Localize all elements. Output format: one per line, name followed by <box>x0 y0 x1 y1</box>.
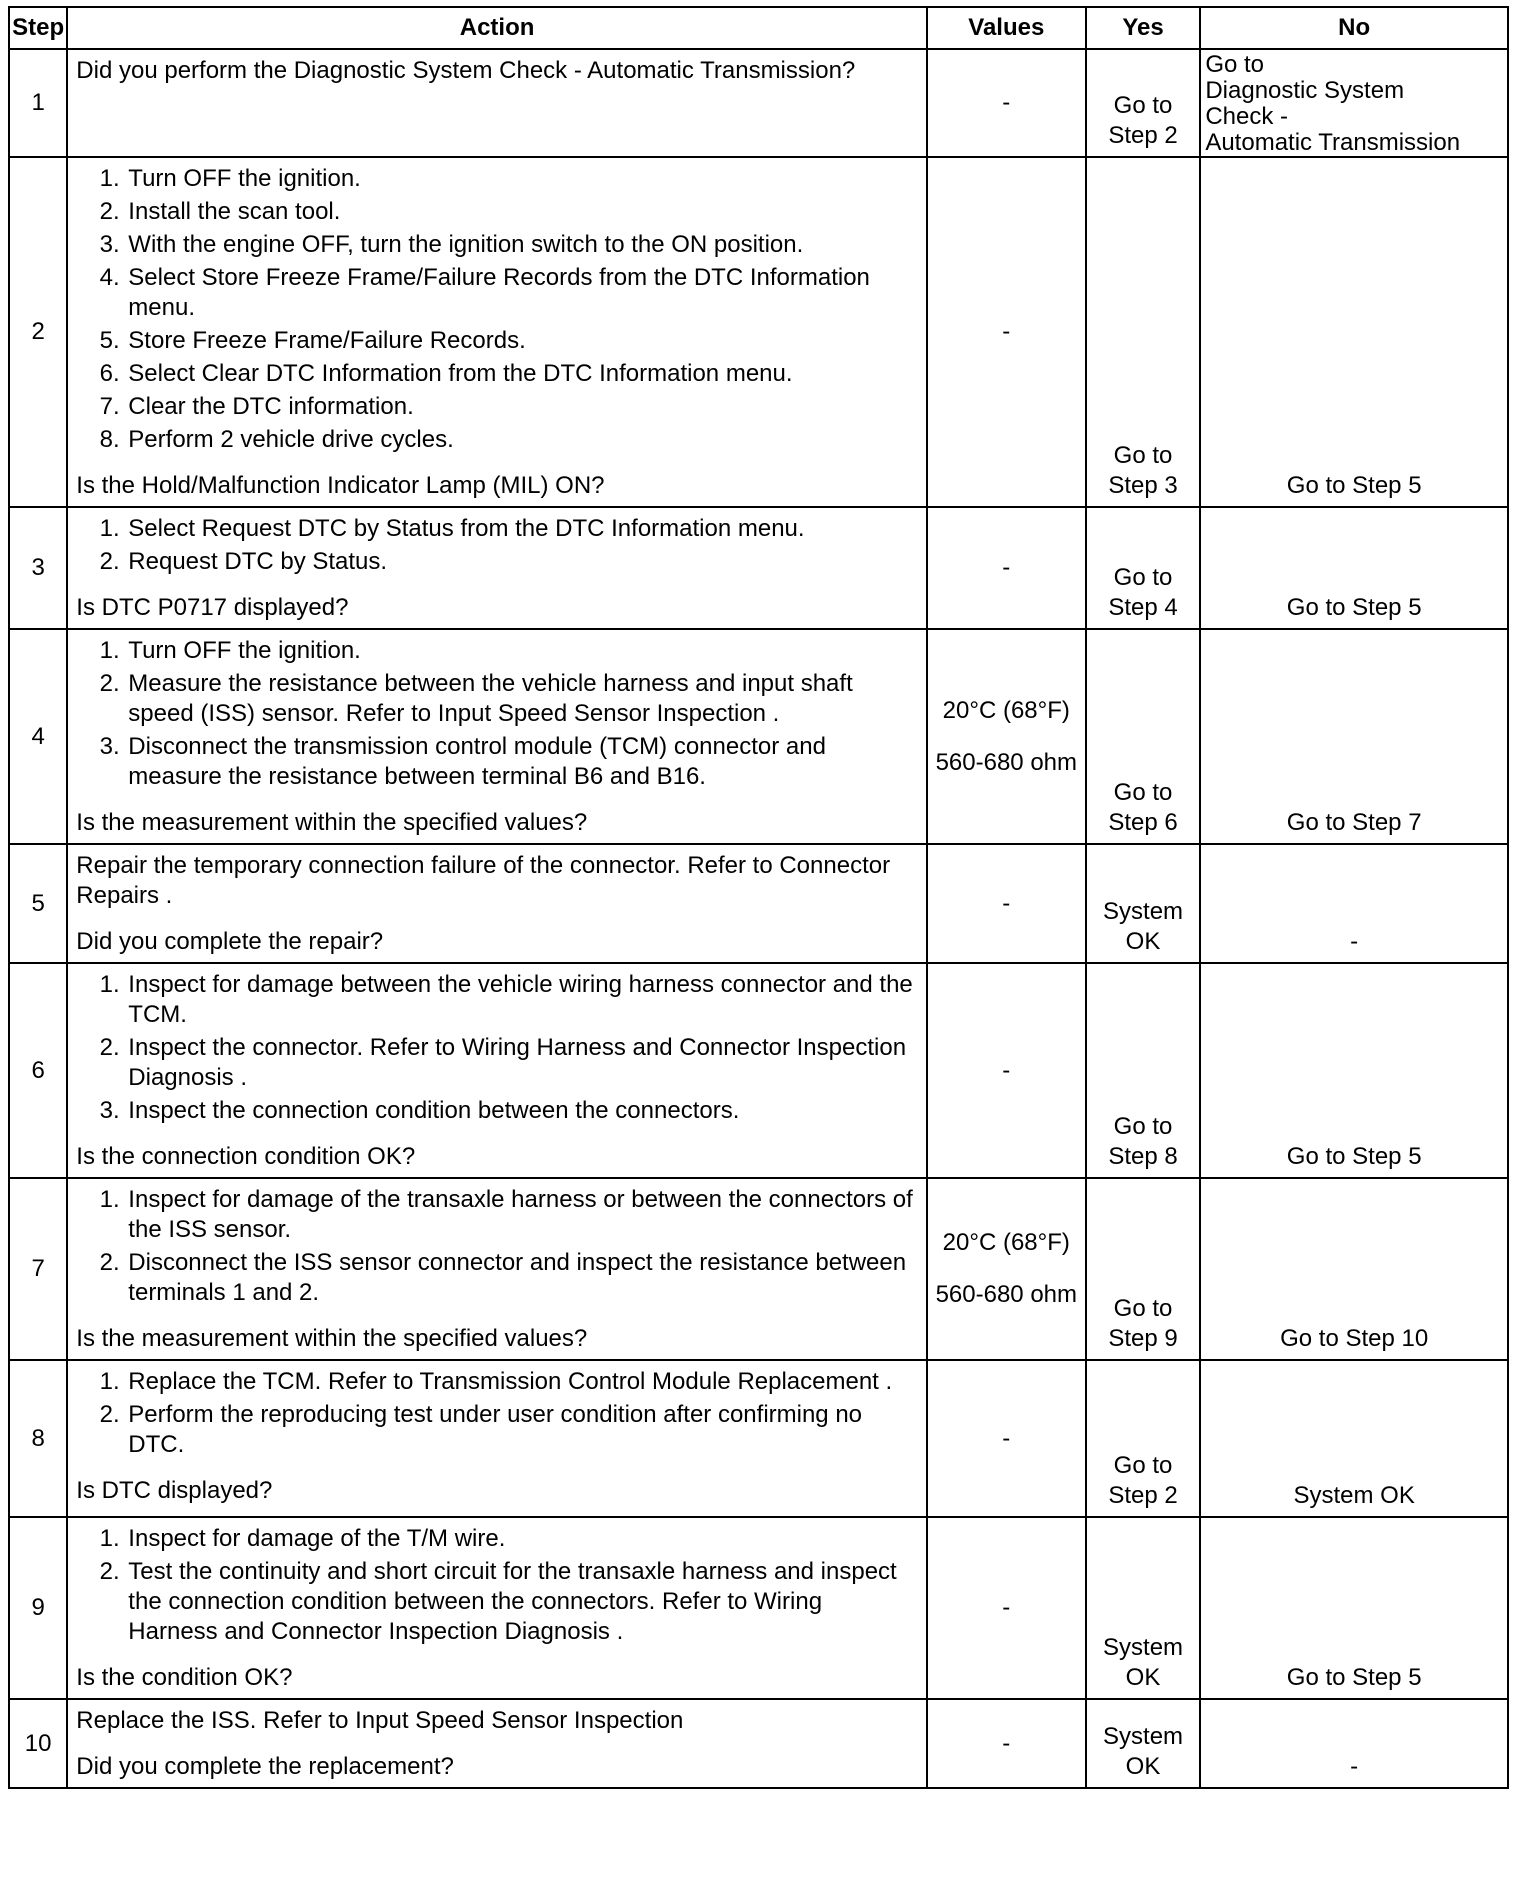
value-text: - <box>1002 1424 1011 1452</box>
action-step-item: 5. Store Freeze Frame/Failure Records. <box>126 326 918 356</box>
step-number: 6 <box>9 963 67 1178</box>
no-text: Go to Step 10 <box>1280 1325 1429 1352</box>
value-text: - <box>1002 318 1011 345</box>
step-number: 5 <box>9 844 67 963</box>
action-question: Is the condition OK? <box>76 1664 293 1691</box>
value-text: - <box>1002 889 1011 917</box>
action-cell <box>67 629 927 844</box>
yes-text: Go to <box>1113 442 1173 469</box>
header-no: No <box>1200 7 1508 49</box>
yes-cell <box>1086 1360 1201 1517</box>
table-row <box>9 507 1508 629</box>
action-steps-list <box>76 636 918 792</box>
no-cell <box>1200 1699 1508 1788</box>
action-steps-list <box>76 1185 918 1308</box>
step-number: 1 <box>9 49 67 157</box>
values-cell <box>927 629 1086 844</box>
no-cell <box>1200 507 1508 629</box>
no-text: - <box>1350 928 1359 955</box>
action-step-item: 1. Turn OFF the ignition. <box>126 164 918 194</box>
action-question: Is DTC displayed? <box>76 1477 273 1504</box>
action-step-item: 6. Select Clear DTC Information from the DTC Information menu. <box>126 359 918 389</box>
table-row <box>9 844 1508 963</box>
yes-cell <box>1086 844 1201 963</box>
action-steps-list <box>76 1524 918 1647</box>
action-question: Is the measurement within the specified values? <box>76 809 588 836</box>
values-cell <box>927 1517 1086 1699</box>
table-row <box>9 1517 1508 1699</box>
table-row <box>9 1360 1508 1517</box>
value-text: 20°C (68°F) <box>942 1229 1070 1256</box>
action-step-item: 3. With the engine OFF, turn the ignition switch to the ON position. <box>126 230 918 260</box>
values-cell <box>927 1360 1086 1517</box>
action-cell <box>67 157 927 507</box>
no-cell <box>1200 49 1508 157</box>
no-text: - <box>1350 1753 1359 1780</box>
action-step-item: 1. Inspect for damage of the transaxle harness or between the connectors of the ISS sensor. <box>126 1185 918 1245</box>
action-question: Did you complete the repair? <box>76 928 384 955</box>
action-question: Is the measurement within the specified values? <box>76 1325 588 1352</box>
yes-cell <box>1086 1517 1201 1699</box>
action-steps-list <box>76 1367 918 1460</box>
step-number: 2 <box>9 157 67 507</box>
action-step-item: 7. Clear the DTC information. <box>126 392 918 422</box>
action-step-item: 1. Turn OFF the ignition. <box>126 636 918 666</box>
action-steps-list <box>76 514 918 577</box>
no-text: Diagnostic System <box>1205 77 1405 104</box>
value-text: - <box>1002 554 1011 581</box>
yes-text: OK <box>1125 928 1161 955</box>
action-steps-list <box>76 164 918 455</box>
no-cell <box>1200 1517 1508 1699</box>
no-cell <box>1200 1178 1508 1360</box>
action-step-item: 2. Inspect the connector. Refer to Wiring Harness and Connector Inspection Diagnosis . <box>126 1033 918 1093</box>
diagnostic-table <box>8 6 1509 1789</box>
yes-text: System <box>1103 898 1184 925</box>
yes-text: Go to <box>1113 92 1173 119</box>
action-step-item: 2. Disconnect the ISS sensor connector and inspect the resistance between terminals 1 and 2. <box>126 1248 918 1308</box>
no-cell <box>1200 963 1508 1178</box>
yes-cell <box>1086 157 1201 507</box>
action-question: Is the Hold/Malfunction Indicator Lamp (MIL) ON? <box>76 472 605 499</box>
table-row <box>9 1699 1508 1788</box>
step-number: 4 <box>9 629 67 844</box>
values-cell <box>927 1178 1086 1360</box>
action-step-item: 2. Test the continuity and short circuit for the transaxle harness and inspect the connection condition between the connectors. Refer to Wiring Harness and Connector Inspection Diagnosis . <box>126 1557 918 1647</box>
no-text: Go to Step 5 <box>1286 472 1422 499</box>
action-step-item: 3. Disconnect the transmission control module (TCM) connector and measure the resistance between terminal B6 and B16. <box>126 732 918 792</box>
yes-text: Step 2 <box>1108 122 1178 149</box>
yes-text: Go to <box>1113 1113 1173 1140</box>
action-cell <box>67 963 927 1178</box>
yes-text: Step 4 <box>1108 594 1178 621</box>
no-cell <box>1200 1360 1508 1517</box>
action-step-item: 2. Install the scan tool. <box>126 197 918 227</box>
no-text: Go to <box>1205 51 1265 78</box>
table-row <box>9 157 1508 507</box>
values-cell <box>927 1699 1086 1788</box>
action-question: Is the connection condition OK? <box>76 1143 416 1170</box>
diagnostic-table-container <box>8 6 1509 1789</box>
yes-text: System <box>1103 1634 1184 1661</box>
action-step-item: 3. Inspect the connection condition between the connectors. <box>126 1096 918 1126</box>
yes-text: Go to <box>1113 1295 1173 1322</box>
step-number: 7 <box>9 1178 67 1360</box>
no-cell <box>1200 844 1508 963</box>
no-cell <box>1200 629 1508 844</box>
values-cell <box>927 963 1086 1178</box>
yes-text: Step 8 <box>1108 1143 1178 1170</box>
values-cell <box>927 844 1086 963</box>
no-cell <box>1200 157 1508 507</box>
yes-text: System <box>1103 1723 1184 1750</box>
action-cell <box>67 507 927 629</box>
yes-cell <box>1086 963 1201 1178</box>
action-text: Replace the ISS. Refer to Input Speed Sensor Inspection <box>76 1707 684 1734</box>
no-text: System OK <box>1293 1482 1415 1509</box>
value-text: - <box>1002 1594 1011 1621</box>
yes-text: Step 2 <box>1108 1482 1178 1509</box>
header-action: Action <box>67 7 927 49</box>
no-text: Check - <box>1205 103 1289 130</box>
value-text: - <box>1002 89 1011 116</box>
step-number: 10 <box>9 1699 67 1788</box>
table-row <box>9 49 1508 157</box>
yes-text: Go to <box>1113 779 1173 806</box>
action-step-item: 4. Select Store Freeze Frame/Failure Records from the DTC Information menu. <box>126 263 918 323</box>
yes-text: Step 6 <box>1108 809 1178 836</box>
yes-text: OK <box>1125 1664 1161 1691</box>
yes-text: Step 9 <box>1108 1325 1178 1352</box>
yes-cell <box>1086 1699 1201 1788</box>
action-step-item: 1. Select Request DTC by Status from the DTC Information menu. <box>126 514 918 544</box>
table-row <box>9 629 1508 844</box>
header-yes: Yes <box>1086 7 1201 49</box>
action-cell <box>67 1178 927 1360</box>
step-number: 3 <box>9 507 67 629</box>
yes-cell <box>1086 507 1201 629</box>
action-cell <box>67 49 927 157</box>
no-text: Go to Step 5 <box>1286 594 1422 621</box>
action-cell <box>67 1360 927 1517</box>
action-step-item: 2. Perform the reproducing test under user condition after confirming no DTC. <box>126 1400 918 1460</box>
action-step-item: 2. Request DTC by Status. <box>126 547 918 577</box>
header-step: Step <box>9 7 67 49</box>
step-number: 8 <box>9 1360 67 1517</box>
value-text: 560-680 ohm <box>935 748 1078 776</box>
action-question: Is DTC P0717 displayed? <box>76 594 349 621</box>
action-cell <box>67 844 927 963</box>
action-step-item: 1. Replace the TCM. Refer to Transmission Control Module Replacement . <box>126 1367 918 1397</box>
no-text: Go to Step 5 <box>1286 1143 1422 1170</box>
values-cell <box>927 507 1086 629</box>
yes-text: Step 3 <box>1108 472 1178 499</box>
action-step-item: 2. Measure the resistance between the vehicle harness and input shaft speed (ISS) sensor. Refer to Input Speed Sensor Inspection . <box>126 669 918 729</box>
action-step-item: 1. Inspect for damage between the vehicle wiring harness connector and the TCM. <box>126 970 918 1030</box>
no-text: Go to Step 7 <box>1286 809 1422 836</box>
value-text: 560-680 ohm <box>935 1281 1078 1308</box>
action-question: Did you complete the replacement? <box>76 1753 454 1780</box>
yes-text: Go to <box>1113 564 1173 591</box>
action-step-item: 1. Inspect for damage of the T/M wire. <box>126 1524 918 1554</box>
yes-text: OK <box>1125 1753 1161 1780</box>
value-text: - <box>1002 1056 1011 1084</box>
table-row <box>9 1178 1508 1360</box>
values-cell <box>927 49 1086 157</box>
action-cell <box>67 1699 927 1788</box>
no-text: Automatic Transmission <box>1205 129 1461 156</box>
header-values: Values <box>927 7 1086 49</box>
action-steps-list <box>76 970 918 1126</box>
action-step-item: 8. Perform 2 vehicle drive cycles. <box>126 425 918 455</box>
header-row <box>9 7 1508 49</box>
table-row <box>9 963 1508 1178</box>
value-text: - <box>1002 1729 1011 1757</box>
action-cell <box>67 1517 927 1699</box>
no-text: Go to Step 5 <box>1286 1664 1422 1691</box>
action-text: Repair the temporary connection failure of the connector. Refer to Connector Repairs . <box>76 852 891 909</box>
yes-cell <box>1086 629 1201 844</box>
step-number: 9 <box>9 1517 67 1699</box>
yes-cell <box>1086 1178 1201 1360</box>
values-cell <box>927 157 1086 507</box>
yes-text: Go to <box>1113 1452 1173 1479</box>
yes-cell <box>1086 49 1201 157</box>
value-text: 20°C (68°F) <box>942 696 1070 724</box>
action-text: Did you perform the Diagnostic System Check - Automatic Transmission? <box>76 57 856 84</box>
